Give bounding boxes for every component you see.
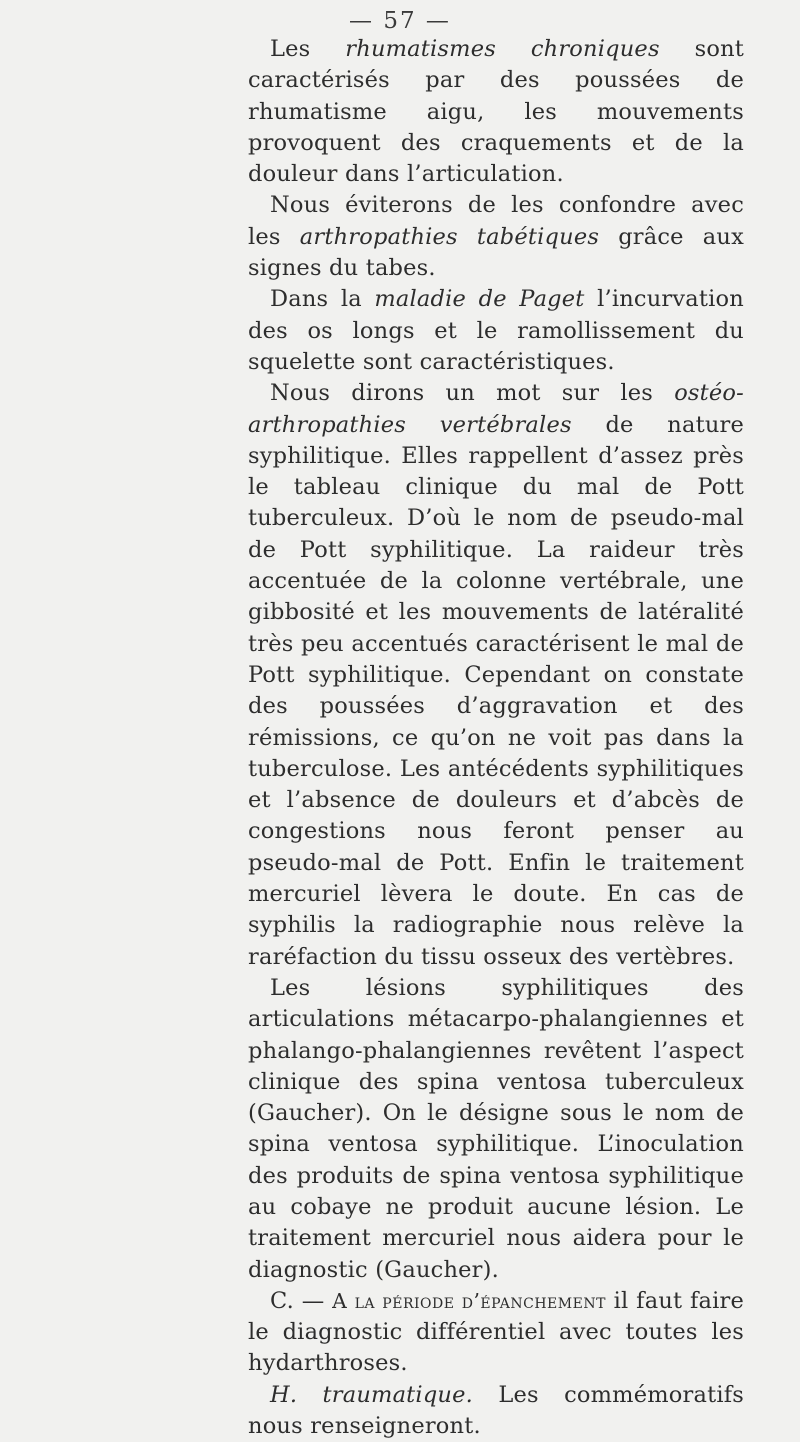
paragraph-osteo-arthropathies: Nous dirons un mot sur les ostéo-arthropathies vertébrales de nature syphilitique. Elles rappellent d’assez près le tableau clinique du mal de Pott tuberculeux. D’où le nom de pseudo-mal de Pott syphilitique. La raideur très accentuée de la colonne vertébrale, une gibbosité et les mouvements de latéralité très peu accentués caractérisent le mal de Pott syphilitique. Cependant on constate des poussées d’aggravation et des rémissions, ce qu’on ne voit pas dans la tuberculose. Les antécédents syphilitiques et l’absence de douleurs et d’abcès de congestions nous feront penser au pseudo-mal de Pott. Enfin le traitement mercuriel lèvera le doute. En cas de syphilis la radiographie nous relève la raréfaction du tissu osseux des vertèbres. [248,380,744,970]
paragraph-spina-ventosa: Les lésions syphilitiques des articulations métacarpo-phalangiennes et phalango-phalangiennes revêtent l’aspect clinique des spina ventosa tuberculeux (Gaucher). On le désigne sous le nom de spina ventosa syphilitique. L’inoculation des produits de spina ventosa syphilitique au cobaye ne produit aucune lésion. Le traitement mercuriel nous aidera pour le diagnostic (Gaucher). [248,974,744,1283]
paragraph-maladie-de-paget: Dans la maladie de Paget l’incurvation des os longs et le ramollissement du squelette sont caractéristiques. [248,286,744,375]
term-h-traumatique: H. traumatique. [270,1381,473,1408]
body-text [248,34,744,1442]
term-rhumatismes-chroniques: rhumatismes chroniques [345,36,660,62]
term-maladie-de-paget: maladie de Paget [374,286,585,313]
paragraph-periode-epanchement: C. — A la période d’épanchement il faut faire le diagnostic différentiel avec toutes les hydarthroses. [248,1287,744,1377]
term-arthropathies-tabetiques: arthropathies tabétiques [299,223,600,250]
section-heading-periode-epanchement: A la période d’épanchement [332,1288,606,1313]
paragraph-arthropathies-tabetiques: Nous éviterons de les confondre avec les arthropathies tabétiques grâce aux signes du tabes. [248,192,744,282]
term-osteo-arthropathies-vertebrales: ostéo-arthropathies vertébrales [248,380,744,438]
page-number: — 57 — [349,8,451,34]
paragraph-h-traumatique: H. traumatique. Les commémoratifs nous renseigneront. [248,1381,744,1440]
paragraph-rhumatismes-chroniques: Les rhumatismes chroniques sont caractérisés par des poussées de rhumatisme aigu, les mouvements provoquent des craquements et de la douleur dans l’articulation. [248,36,744,188]
